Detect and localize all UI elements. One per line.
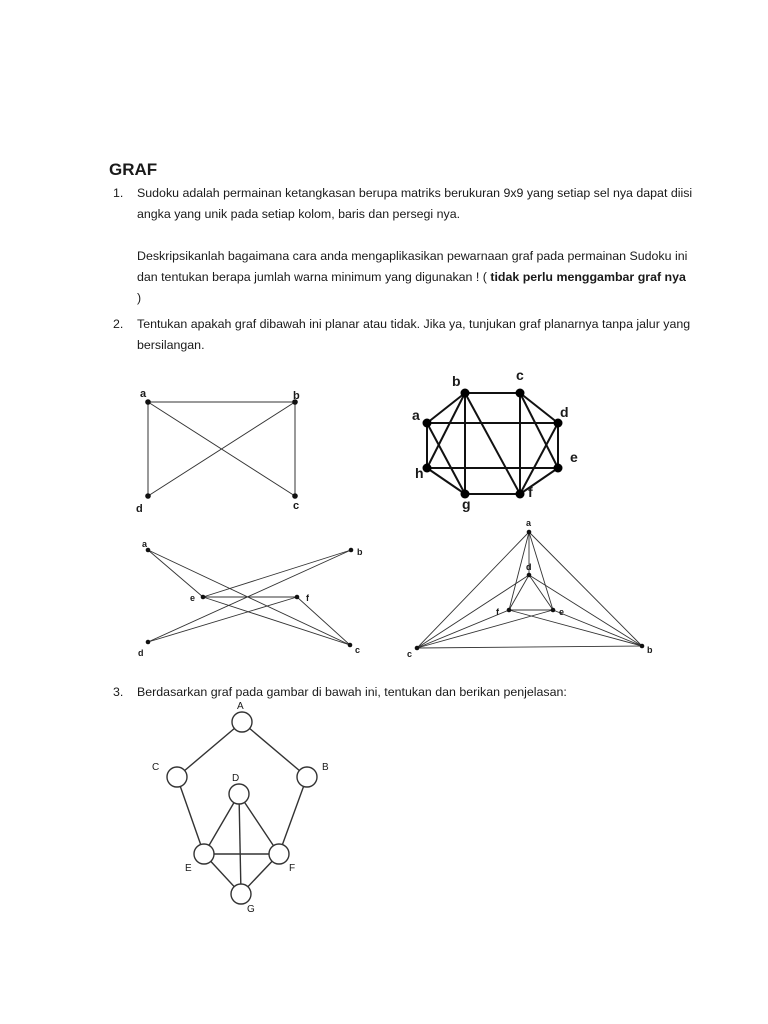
graph-3-vertex-e xyxy=(201,595,206,600)
graph-2-label-e: e xyxy=(570,449,578,465)
question-3-number: 3. xyxy=(113,685,124,699)
graph-3-edge xyxy=(148,550,351,642)
question-1-bold-note: tidak perlu menggambar graf nya xyxy=(490,270,686,284)
graph-2-vertex-c xyxy=(516,389,525,398)
graph-3-vertex-b xyxy=(349,548,354,553)
graph-4-edge xyxy=(509,610,642,646)
graph-3-label-a: a xyxy=(142,539,148,549)
graph-1 xyxy=(130,382,315,517)
graph-2-label-d: d xyxy=(560,404,569,420)
graph-4-label-b: b xyxy=(647,645,653,655)
graph-5-label-A: A xyxy=(237,701,244,712)
graph-3 xyxy=(135,535,375,660)
graph-4-edge xyxy=(417,575,529,648)
graph-2-edges xyxy=(427,393,558,494)
graph-2-vertex-h xyxy=(423,464,432,473)
graph-4-edges xyxy=(417,532,642,648)
question-1-number: 1. xyxy=(113,186,124,200)
graph-4-edge xyxy=(529,575,553,610)
question-1-paragraph-2-end: ) xyxy=(137,291,142,305)
graph-3-vertex-d xyxy=(146,640,151,645)
graph-1-vertex-c xyxy=(292,493,298,499)
graph-2-vertex-a xyxy=(423,419,432,428)
graph-1-label-a: a xyxy=(140,388,147,400)
question-2-text: Tentukan apakah graf dibawah ini planar atau tidak. Jika ya, tunjukan graf planarnya tanpa jalur yang bersilangan. xyxy=(137,317,691,352)
graph-5-vertex-A xyxy=(232,712,252,732)
graph-2-label-a: a xyxy=(412,407,420,423)
graph-4-vertex-a xyxy=(527,530,532,535)
graph-4-label-f: f xyxy=(496,607,499,617)
question-2-number: 2. xyxy=(113,317,124,331)
graph-5-label-B: B xyxy=(322,762,329,773)
graph-1-vertex-d xyxy=(145,493,151,499)
graph-5-vertex-D xyxy=(229,784,249,804)
graph-1-label-c: c xyxy=(293,500,300,512)
graph-5-label-G: G xyxy=(247,904,255,915)
graph-4-vertex-b xyxy=(640,644,645,649)
graph-5-edge xyxy=(177,777,204,854)
graph-2-edge xyxy=(520,393,558,423)
graph-5-edges xyxy=(177,722,307,894)
graph-3-label-d: d xyxy=(138,648,144,658)
graph-5-label-C: C xyxy=(152,762,160,773)
graph-4-vertex-e xyxy=(551,608,556,613)
graph-4-label-d: d xyxy=(526,562,532,572)
graph-4-edge xyxy=(509,575,529,610)
graph-1-label-d: d xyxy=(136,503,143,515)
graph-2-label-b: b xyxy=(452,373,461,389)
graph-4-edge xyxy=(529,575,642,646)
graph-2-vertex-b xyxy=(461,389,470,398)
graph-3-label-e: e xyxy=(190,593,196,603)
graph-2-edge xyxy=(465,393,520,494)
graph-2-edge xyxy=(427,393,465,423)
question-3-text: Berdasarkan graf pada gambar di bawah ini, tentukan dan berikan penjelasan: xyxy=(137,685,567,699)
graph-4-label-e: e xyxy=(559,607,565,617)
question-1-paragraph-1: Sudoku adalah permainan ketangkasan berupa matriks berukuran 9x9 yang setiap sel nya dapat diisi angka yang unik pada setiap kolom, baris dan persegi nya. xyxy=(137,186,693,221)
graph-2-vertex-f xyxy=(516,490,525,499)
graph-5-vertex-E xyxy=(194,844,214,864)
graph-2-edge xyxy=(520,468,558,494)
graph-4 xyxy=(405,515,655,660)
graph-5-edge xyxy=(177,722,242,777)
graph-5-edge xyxy=(239,794,279,854)
graph-5 xyxy=(145,700,340,915)
graph-1-edges xyxy=(148,402,295,496)
graph-3-edge xyxy=(203,597,350,645)
graph-5-vertex-F xyxy=(269,844,289,864)
graph-5-vertex-G xyxy=(231,884,251,904)
graph-4-edge xyxy=(553,610,642,646)
graph-3-edge xyxy=(203,550,351,597)
graph-2-label-c: c xyxy=(516,367,524,383)
graph-2-label-h: h xyxy=(415,465,424,481)
graph-2-label-f: f xyxy=(528,484,533,500)
graph-3-edges xyxy=(148,550,351,645)
question-1 xyxy=(113,183,693,309)
graph-4-vertex-c xyxy=(415,646,420,651)
graph-4-label-c: c xyxy=(407,649,413,659)
graph-3-label-f: f xyxy=(306,593,309,603)
graph-4-edge xyxy=(417,532,529,648)
graph-1-label-b: b xyxy=(293,390,300,402)
graph-4-edge xyxy=(529,532,642,646)
question-1-paragraph-2-text: Deskripsikanlah bagaimana cara anda mengaplikasikan pewarnaan graf pada permainan Sudoku ini dan tentukan berapa jumlah warna minimum yang digunakan ! ( xyxy=(137,249,688,284)
graph-4-edge xyxy=(417,610,553,648)
graph-5-label-F: F xyxy=(289,863,296,874)
graph-5-edge xyxy=(242,722,307,777)
page-title: GRAF xyxy=(109,160,158,179)
graph-1-vertex-a xyxy=(145,399,151,405)
graph-2-vertex-e xyxy=(554,464,563,473)
graph-5-label-E: E xyxy=(185,863,192,874)
graph-3-vertex-f xyxy=(295,595,300,600)
question-2 xyxy=(113,314,693,356)
graph-5-edge xyxy=(239,794,241,894)
graph-4-vertex-d xyxy=(527,573,532,578)
graph-5-edge xyxy=(279,777,307,854)
graph-4-edge xyxy=(417,646,642,648)
graph-3-edge xyxy=(297,597,350,645)
graph-5-vertex-B xyxy=(297,767,317,787)
graph-2 xyxy=(405,368,590,513)
graph-2-edge xyxy=(427,468,465,494)
graph-3-label-c: c xyxy=(355,645,361,655)
graph-3-label-b: b xyxy=(357,547,363,557)
graph-4-vertex-f xyxy=(507,608,512,613)
graph-4-label-a: a xyxy=(526,518,532,528)
graph-5-vertex-C xyxy=(167,767,187,787)
graph-3-edge xyxy=(148,550,203,597)
graph-2-label-g: g xyxy=(462,496,471,512)
graph-5-label-D: D xyxy=(232,773,240,784)
question-1-paragraph-2 xyxy=(137,246,693,309)
graph-3-vertex-c xyxy=(348,643,353,648)
